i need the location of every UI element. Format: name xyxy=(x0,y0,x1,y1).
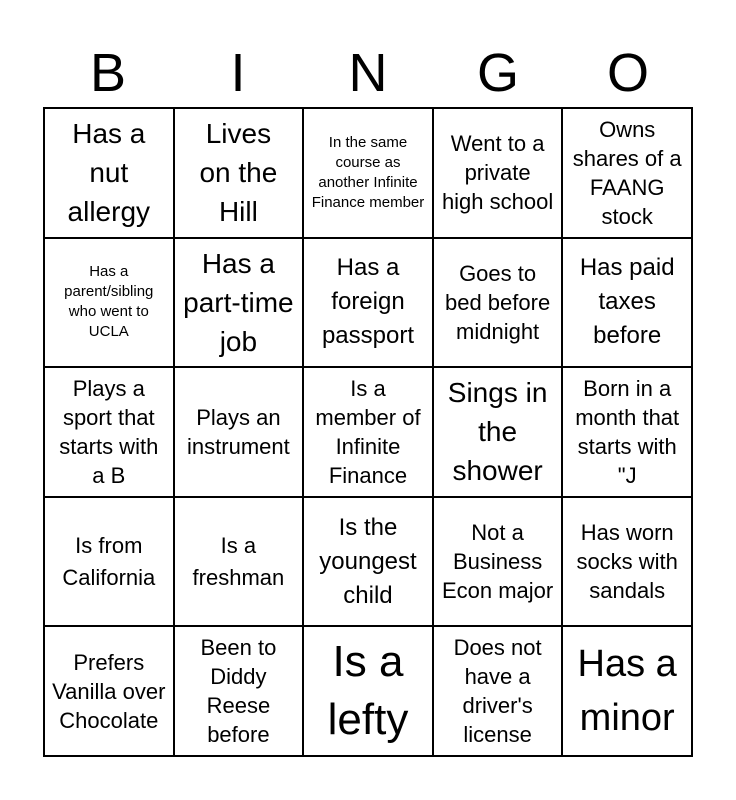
header-letter-b: B xyxy=(89,43,127,103)
cell-text: Been to Diddy Reese before xyxy=(200,635,277,748)
bingo-cell[interactable] xyxy=(44,238,174,368)
bingo-cell[interactable] xyxy=(562,497,692,627)
cell-text: Has a parent/sibling who went to UCLA xyxy=(64,263,154,341)
cell-text: Plays an instrument xyxy=(187,404,290,459)
cell-text: Has paid taxes before xyxy=(579,254,675,350)
cell-text: Has a nut allergy xyxy=(67,118,151,228)
header-letter-i: I xyxy=(230,43,246,103)
header-letter-o: O xyxy=(606,43,649,103)
bingo-header xyxy=(43,40,693,106)
bingo-cell[interactable] xyxy=(303,626,433,756)
cell-text: Sings in the shower xyxy=(447,377,548,487)
cell-text: Is a lefty xyxy=(327,637,409,745)
cell-text: Has a minor xyxy=(577,643,677,740)
cell-text: Goes to bed before midnight xyxy=(444,260,551,344)
bingo-cell[interactable] xyxy=(174,108,304,238)
bingo-cell[interactable] xyxy=(562,238,692,368)
bingo-cell[interactable] xyxy=(433,497,563,627)
bingo-cell[interactable] xyxy=(44,497,174,627)
cell-text: Lives on the Hill xyxy=(199,118,278,228)
bingo-board xyxy=(43,107,693,757)
bingo-cell[interactable] xyxy=(44,626,174,756)
cell-text: Is a freshman xyxy=(192,532,285,590)
cell-text: Not a Business Econ major xyxy=(441,520,554,604)
cell-text: Has worn socks with sandals xyxy=(576,520,678,604)
header-letter-n: N xyxy=(348,43,388,103)
cell-text: In the same course as another Infinite Finance member xyxy=(311,133,425,211)
cell-text: Owns shares of a FAANG stock xyxy=(572,116,682,229)
bingo-cell[interactable] xyxy=(433,367,563,497)
bingo-cell[interactable] xyxy=(44,108,174,238)
bingo-cell[interactable] xyxy=(303,497,433,627)
bingo-cell[interactable] xyxy=(303,367,433,497)
cell-text: Plays a sport that starts with a B xyxy=(59,375,159,488)
cell-text: Does not have a driver's license xyxy=(453,635,542,748)
bingo-cell[interactable] xyxy=(433,238,563,368)
bingo-cell[interactable] xyxy=(174,497,304,627)
cell-text: Is a member of Infinite Finance xyxy=(315,375,421,488)
bingo-cell[interactable] xyxy=(562,626,692,756)
cell-text: Has a part-time job xyxy=(183,247,294,357)
header-letter-g: G xyxy=(476,43,519,103)
cell-text: Has a foreign passport xyxy=(321,254,415,350)
bingo-cell[interactable] xyxy=(303,238,433,368)
cell-text: Went to a private high school xyxy=(441,131,554,215)
bingo-cell[interactable] xyxy=(174,367,304,497)
bingo-cell[interactable] xyxy=(562,108,692,238)
bingo-cell[interactable] xyxy=(303,108,433,238)
bingo-cell[interactable] xyxy=(433,108,563,238)
cell-text: Is the youngest child xyxy=(319,513,417,609)
cell-text: Is from California xyxy=(62,532,156,590)
bingo-cell[interactable] xyxy=(174,238,304,368)
bingo-cell[interactable] xyxy=(433,626,563,756)
cell-text: Prefers Vanilla over Chocolate xyxy=(52,649,166,733)
bingo-cell[interactable] xyxy=(44,367,174,497)
bingo-cell[interactable] xyxy=(562,367,692,497)
cell-text: Born in a month that starts with "J xyxy=(575,375,680,488)
bingo-cell[interactable] xyxy=(174,626,304,756)
